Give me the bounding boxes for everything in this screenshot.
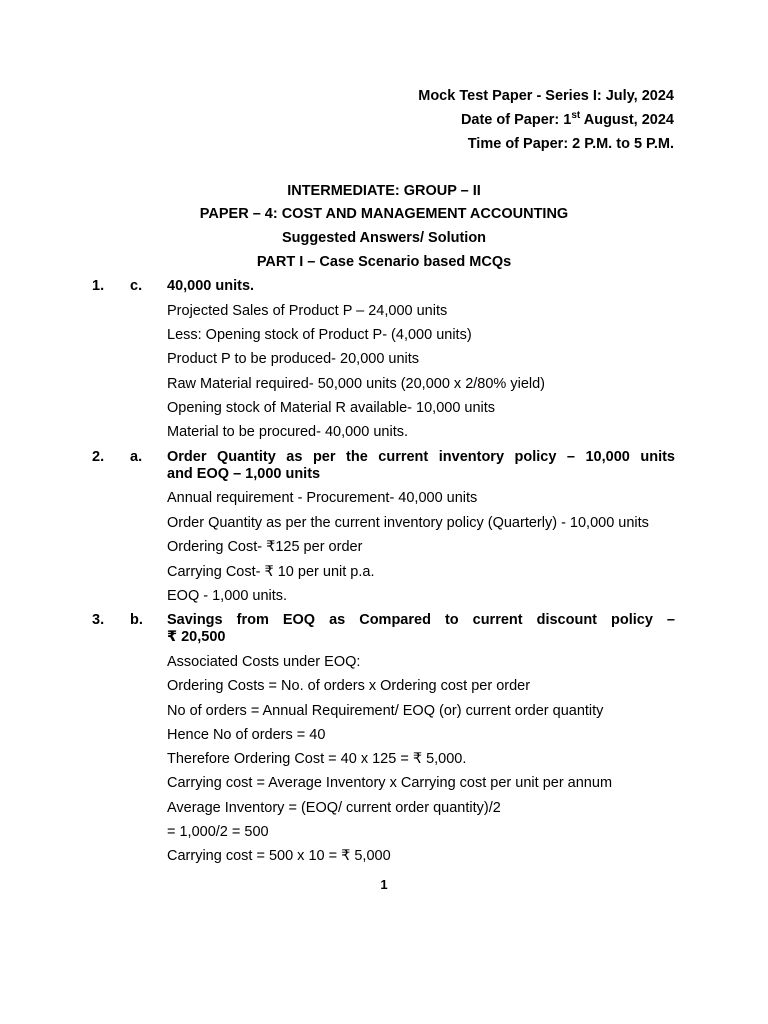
q1-option: c. [130,278,143,294]
q3-answer-line2: ₹ 20,500 [167,629,226,645]
page-number: 1 [380,877,388,892]
q2-line: Carrying Cost- ₹ 10 per unit p.a. [167,564,375,580]
group-title: INTERMEDIATE: GROUP – II [287,183,481,199]
q1-answer: 40,000 units. [167,278,255,294]
q1-line: Material to be procured- 40,000 units. [167,424,408,440]
q2-line: Order Quantity as per the current inventory policy (Quarterly) - 10,000 units [167,515,649,531]
q3-line: Carrying cost = Average Inventory x Carrying cost per unit per annum [167,775,613,791]
series-line: Mock Test Paper - Series I: July, 2024 [418,88,674,104]
q2-option: a. [130,449,143,465]
q2-number: 2. [92,449,105,465]
q1-line: Product P to be produced- 20,000 units [167,351,420,367]
time-line: Time of Paper: 2 P.M. to 5 P.M. [467,136,674,152]
q1-line: Less: Opening stock of Product P- (4,000 units) [167,327,472,343]
q1-line: Projected Sales of Product P – 24,000 units [167,303,448,319]
q3-line: Hence No of orders = 40 [167,727,326,743]
q3-line: Therefore Ordering Cost = 40 x 125 = ₹ 5,000. [167,751,467,767]
q2-line: Annual requirement - Procurement- 40,000 units [167,490,478,506]
date-prefix: Date of Paper: 1 [460,112,572,128]
date-suffix: August, 2024 [580,112,674,128]
q1-line: Opening stock of Material R available- 10,000 units [167,400,496,416]
q3-answer-line1: Savings from EOQ as Compared to current discount policy – [167,612,675,628]
q3-answer [167,612,675,646]
q3-option: b. [130,612,143,628]
q2-line: EOQ - 1,000 units. [167,588,288,604]
part-title: PART I – Case Scenario based MCQs [256,254,512,270]
q3-line: No of orders = Annual Requirement/ EOQ (or) current order quantity [167,703,604,719]
suggested-title: Suggested Answers/ Solution [281,230,487,246]
q2-answer-line2: and EOQ – 1,000 units [167,466,321,482]
q3-line: Average Inventory = (EOQ/ current order quantity)/2 [167,800,501,816]
q1-line: Raw Material required- 50,000 units (20,000 x 2/80% yield) [167,376,546,392]
q3-line: Associated Costs under EOQ: [167,654,361,670]
q3-number: 3. [92,612,105,628]
q2-answer-line1: Order Quantity as per the current inventory policy – 10,000 units [167,449,675,465]
q3-line: = 1,000/2 = 500 [167,824,269,840]
date-sup: st [571,110,581,122]
q3-line: Carrying cost = 500 x 10 = ₹ 5,000 [167,848,391,864]
q2-line: Ordering Cost- ₹125 per order [167,539,363,555]
date-line [461,108,674,132]
q3-line: Ordering Costs = No. of orders x Ordering cost per order [167,678,531,694]
paper-title: PAPER – 4: COST AND MANAGEMENT ACCOUNTING [199,206,569,222]
q1-number: 1. [92,278,105,294]
q2-answer [167,449,675,483]
